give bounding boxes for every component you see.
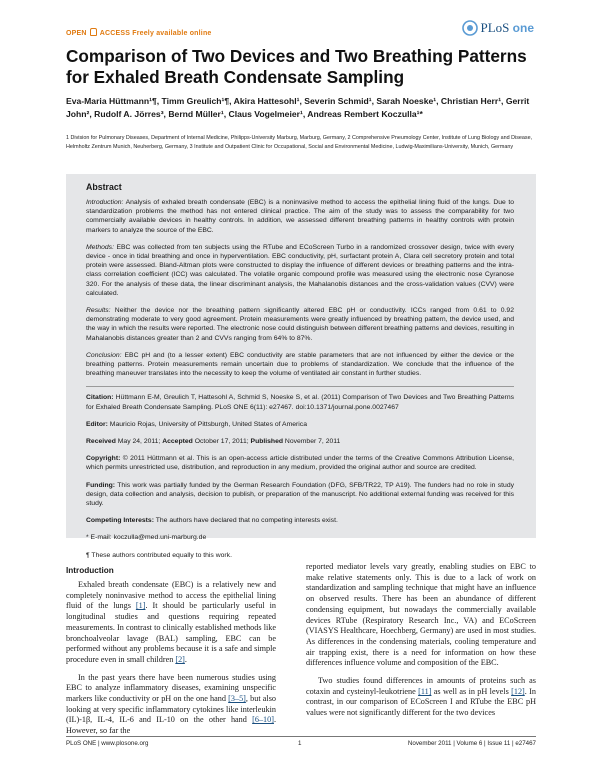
citation-text: Hüttmann E-M, Greulich T, Hattesohl A, Schmid S, Noeske S, et al. (2011) Comparison of Two Devices and Two Breathing Patterns for Exhaled Breath Condensate Sampling. PLoS ONE 6(11): e27467. doi:10.1371/journal.pone.0027467 <box>86 394 514 411</box>
open-access-banner <box>66 28 212 37</box>
open-lock-icon <box>90 28 97 36</box>
plos-one-logo <box>462 20 535 36</box>
abstract-conclusion <box>86 351 514 379</box>
results-label: Results: <box>86 307 111 315</box>
abstract-box <box>66 174 536 559</box>
methods-text: EBC was collected from ten subjects using the RTube and ECoScreen Turbo in a randomized crossover design, twice with every device - once in tidal breathing and once in hyperventilation. EBC conductivity, pH, surfactant protein A, Clara cell secretory protein and total protein were assessed. Bland-Altman plots were constructed to display the influence of different devices or breathing patterns and the intra-class correlation coefficient (ICC) was calculated. The volatile organic compound profile was measured using the electronic nose Cyranose 320. For the analysis of these data, the linear discriminant analysis, the Mahalanobis distances and the cross-validation values (CVV) were calculated. <box>86 243 514 297</box>
competing-interests <box>86 516 514 525</box>
funding-text: This work was partially funded by the German Research Foundation (DFG, SFB/TR22, TP A19). The funders had no role in study design, data collection and analysis, decision to publish, or preparation of the manuscript. No additional external funding was received for this study. <box>86 481 514 508</box>
intro-p2-text-c: . However, so far the <box>66 715 276 736</box>
ref-link[interactable]: [6–10] <box>252 715 274 725</box>
dates <box>86 437 514 446</box>
accepted-date: October 17, 2011; <box>194 438 249 446</box>
published-label: Published <box>250 438 284 446</box>
funding <box>86 481 514 509</box>
free-available-label: Freely available online <box>132 30 212 37</box>
abstract-divider <box>86 386 514 387</box>
author-list: Eva-Maria Hüttmann¹¶, Timm Greulich¹¶, Akira Hattesohl¹, Severin Schmid¹, Sarah Noeske¹, Christian Herr¹, Gerrit John², Rudolf A. Jörres³, Bernd Müller¹, Claus Vogelmeier¹, Andreas Rembert Koczulla¹* <box>66 96 530 119</box>
intro-paragraph-4 <box>306 676 536 719</box>
affiliations: 1 Division for Pulmonary Diseases, Department of Internal Medicine, Philipps-University Marburg, Marburg, Germany, 2 Comprehensive Pneumology Center, Institute of Lung Biology and Disease, Helmholtz Zentrum Munich, Neuherberg, Germany, 3 Institute and Outpatient Clinic for Occupational, Social and Environmental Medicine, Ludwig-Maximilians-University, Munich, Germany <box>66 135 533 150</box>
ref-link[interactable]: [1] <box>135 601 146 611</box>
conclusion-label: Conclusion: <box>86 351 122 359</box>
ref-link[interactable]: [3–5] <box>228 694 246 704</box>
results-text: Neither the device nor the breathing pattern significantly altered EBC pH or conductivity. ICCs ranged from 0.61 to 0.92 demonstrating moderate to very good agreement. Protein measurements were greatly influenced by breathing pattern, the device used, and the way in which the results were reported. The electronic nose could distinguish between different breathing patterns and devices, resulting in Mahalanobis distances greater than 2 and CVVs ranging from 64% to 87%. <box>86 307 514 342</box>
intro-paragraph-3: reported mediator levels vary greatly, enabling studies on EBC to make relative statements only. This is due to a lack of work on standardization and sampling technique that might have an influence on observed results. There has been an abundance of different condensing equipment, but nowadays the commercially available devices RTube (Respiratory Research Inc., VA) and ECoScreen (VIASYS Healthcare, Hoechberg, Germany) are used in most studies. As differences in the condensing materials, cooling temperature and air trapping exist, there is a need for information on how these differences influence volume and composition of the EBC. <box>306 562 536 668</box>
introduction-label: Introduction: <box>86 199 124 206</box>
accepted-label: Accepted <box>162 438 193 446</box>
introduction-text: Analysis of exhaled breath condensate (EBC) is a noninvasive method to access the epithelial lining fluid of the lungs. Due to standardization problems the method has not entered clinical practice. The aim of the study was to assess the comparability for two commercially available devices in healthy controls. In addition, we assessed different breathing patterns in healthy controls with protein markers to analyze the source of the EBC. <box>86 199 515 234</box>
ref-link[interactable]: [11] <box>418 686 432 696</box>
footer-page-number: 1 <box>298 740 302 747</box>
editor <box>86 420 514 429</box>
introduction-heading: Introduction <box>66 566 114 575</box>
article-title: Comparison of Two Devices and Two Breathing Patterns for Exhaled Breath Condensate Sampling <box>66 46 527 87</box>
intro-paragraph-1 <box>66 580 276 666</box>
intro-p1-text-a: Exhaled breath condensate (EBC) is a relatively new and completely noninvasive method to access the epithelial lining fluid of the lungs <box>66 580 276 611</box>
conclusion-text: EBC pH and (to a lesser extent) EBC conductivity are stable parameters that are not influenced by either the device or the breathing patterns. Protein measurements remain uncertain due to problems of standardization. We conclude that the influence of the breathing maneuver translates into the necessity to keep the volume of ventilated air constant in further studies. <box>86 351 514 378</box>
intro-p4-text-b: as well as in pH levels <box>431 686 512 696</box>
intro-p2-text-b: , but also looking at very specific inflammatory cytokines like interleukin (IL)-1β, IL-4, IL-6 and IL-10 on the other hand <box>66 694 276 725</box>
copyright-label: Copyright: <box>86 455 121 463</box>
received-date: May 24, 2011; <box>117 438 161 446</box>
citation-label: Citation: <box>86 394 114 402</box>
abstract-heading: Abstract <box>86 182 122 192</box>
equal-contribution-note: ¶ These authors contributed equally to this work. <box>86 551 232 559</box>
intro-p1-text-c: . <box>184 654 187 664</box>
footer-issue: November 2011 | Volume 6 | Issue 11 | e27467 <box>407 740 536 747</box>
abstract-results <box>86 306 514 343</box>
intro-column-left <box>66 580 276 744</box>
plos-logo-icon <box>462 20 478 36</box>
editor-label: Editor: <box>86 420 108 428</box>
open-access-label: OPEN <box>66 30 87 37</box>
competing-text: The authors have declared that no competing interests exist. <box>155 517 338 525</box>
funding-label: Funding: <box>86 481 116 489</box>
intro-p4-text-a: Two studies found differences in amounts of proteins such as cotaxin and cysteinyl-leukotriene <box>306 676 536 696</box>
copyright <box>86 454 514 472</box>
received-label: Received <box>86 438 116 446</box>
footer-divider <box>66 736 536 737</box>
logo-one-text: one <box>512 21 534 35</box>
intro-p4-text-c: . In contrast, in our comparison of ECoScreen I and RTube the EBC pH values were not significantly different for the two devices <box>306 686 536 718</box>
abstract-methods <box>86 243 514 298</box>
copyright-text: © 2011 Hüttmann et al. This is an open-access article distributed under the terms of the Creative Commons Attribution License, which permits unrestricted use, distribution, and reproduction in any medium, provided the original author and source are credited. <box>86 455 515 472</box>
intro-column-right <box>306 562 536 726</box>
abstract-introduction <box>86 198 514 235</box>
logo-plos-text: PLoS <box>480 20 510 35</box>
citation <box>86 393 514 411</box>
intro-p2-text-a: In the past years there have been numerous studies using EBC to analyze inflammatory diseases, examining unspecific markers like conductivity or pH on the one hand <box>66 672 276 704</box>
corresponding-email: * E-mail: koczulla@med.uni-marburg.de <box>86 534 207 542</box>
ref-link[interactable]: [2] <box>175 654 185 664</box>
methods-label: Methods: <box>86 243 114 251</box>
footer-journal: PLoS ONE | www.plosone.org <box>66 740 149 747</box>
ref-link[interactable]: [12] <box>511 686 525 696</box>
competing-label: Competing Interests: <box>86 517 154 525</box>
intro-p1-text-b: . It should be particularly useful in longitudinal studies and questions requiring repeated measurements. In contrast to clinically established methods like bronchoalveolar lavage (BAL) sampling, EBC can be performed without any problems because it is a safe and simple procedure even in small children <box>66 601 276 664</box>
intro-paragraph-2 <box>66 673 276 737</box>
editor-text: Mauricio Rojas, University of Pittsburgh, United States of America <box>109 420 307 428</box>
access-label: ACCESS <box>99 30 131 37</box>
published-date: November 7, 2011 <box>284 438 341 446</box>
